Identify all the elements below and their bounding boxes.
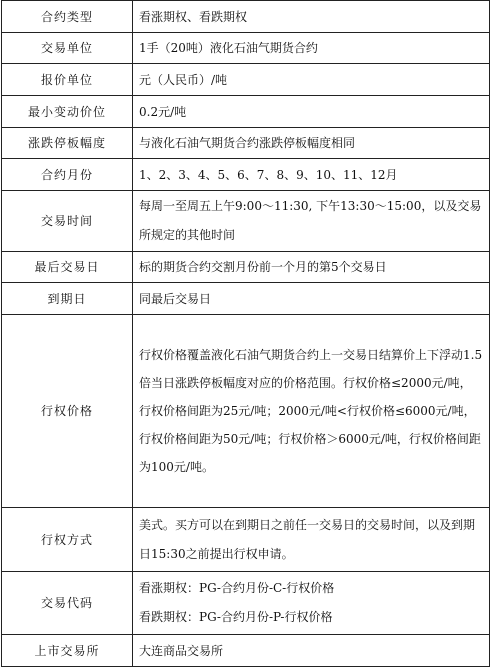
row-label: 合约月份 <box>2 159 133 191</box>
row-label: 行权价格 <box>2 315 133 508</box>
row-value: 1、2、3、4、5、6、7、8、9、10、11、12月 <box>133 159 490 191</box>
row-value: 大连商品交易所 <box>133 635 490 667</box>
row-label: 涨跌停板幅度 <box>2 128 133 159</box>
table-row <box>2 572 490 635</box>
row-value: 元（人民币）/吨 <box>133 64 490 96</box>
code-line-put: 看跌期权：PG-合约月份-P-行权价格 <box>139 610 333 624</box>
row-label: 行权方式 <box>2 508 133 572</box>
row-label: 上市交易所 <box>2 635 133 667</box>
contract-specs-table <box>1 0 490 667</box>
row-value: 同最后交易日 <box>133 283 490 315</box>
row-value: 每周一至周五上午9:00～11:30, 下午13:30～15:00，以及交易所规定的其他时间 <box>133 191 490 252</box>
row-value: 0.2元/吨 <box>133 96 490 128</box>
row-label: 报价单位 <box>2 64 133 96</box>
row-value: 行权价格覆盖液化石油气期货合约上一交易日结算价上下浮动1.5倍当日涨跌停板幅度对应的价格范围。行权价格≤2000元/吨，行权价格间距为25元/吨；2000元/吨<行权价格≤6000元/吨，行权价格间距为50元/吨；行权价格＞6000元/吨，行权价格间距为100元/吨。 <box>133 315 490 508</box>
table-row <box>2 1 490 33</box>
row-label: 合约类型 <box>2 1 133 33</box>
table-row <box>2 508 490 572</box>
table-row <box>2 159 490 191</box>
table-row <box>2 283 490 315</box>
row-label: 最后交易日 <box>2 252 133 283</box>
row-value: 与液化石油气期货合约涨跌停板幅度相同 <box>133 128 490 159</box>
table-row <box>2 33 490 64</box>
row-label: 到期日 <box>2 283 133 315</box>
row-value <box>133 572 490 635</box>
table-row <box>2 128 490 159</box>
table-row <box>2 252 490 283</box>
row-value: 1手（20吨）液化石油气期货合约 <box>133 33 490 64</box>
row-label: 交易代码 <box>2 572 133 635</box>
table-row <box>2 191 490 252</box>
row-value: 美式。买方可以在到期日之前任一交易日的交易时间，以及到期日15:30之前提出行权申请。 <box>133 508 490 572</box>
code-line-call: 看涨期权：PG-合约月份-C-行权价格 <box>139 581 335 595</box>
table-row <box>2 96 490 128</box>
row-label: 交易单位 <box>2 33 133 64</box>
table-row <box>2 635 490 667</box>
row-value: 看涨期权、看跌期权 <box>133 1 490 33</box>
table-row <box>2 64 490 96</box>
row-label: 最小变动价位 <box>2 96 133 128</box>
table-row <box>2 315 490 508</box>
row-value: 标的期货合约交割月份前一个月的第5个交易日 <box>133 252 490 283</box>
row-label: 交易时间 <box>2 191 133 252</box>
